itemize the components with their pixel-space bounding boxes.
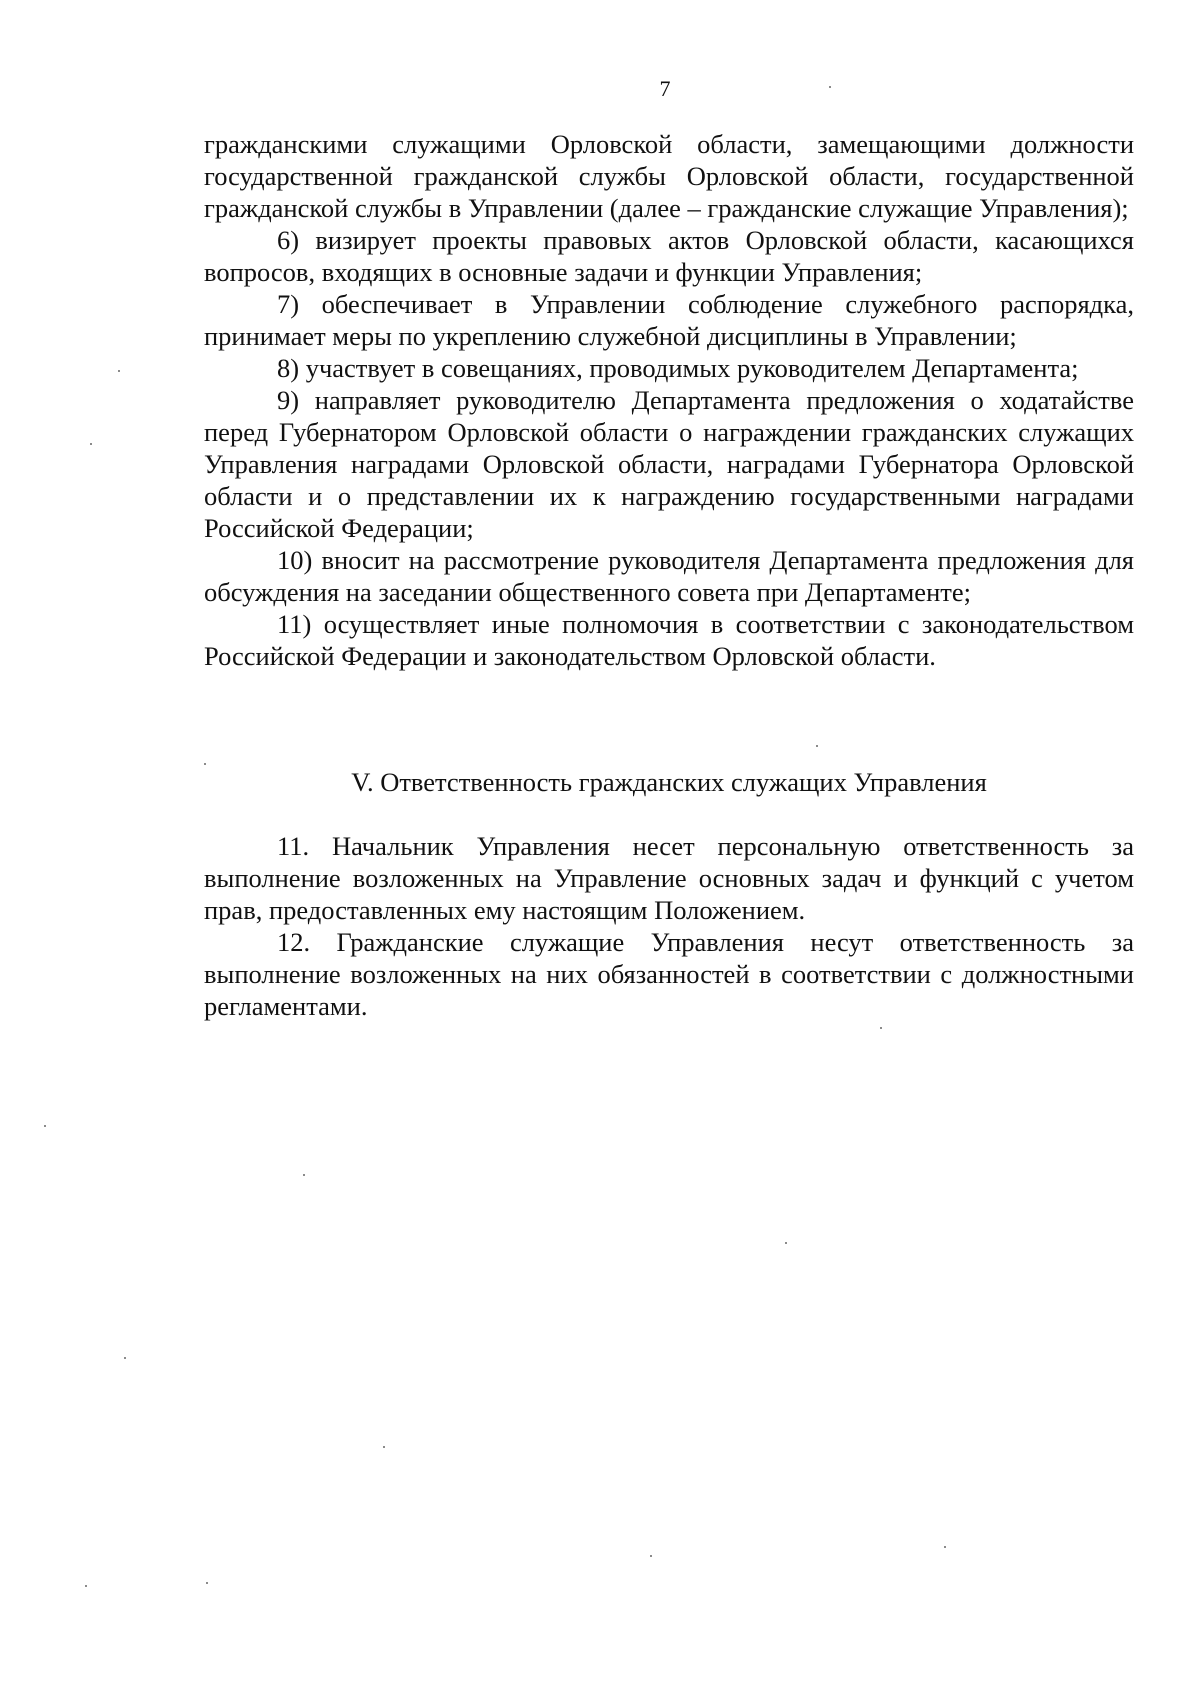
bottom-text-block (204, 830, 1134, 1022)
scan-speck (118, 370, 120, 372)
paragraph-item-10: 10) вносит на рассмотрение руководителя Департамента предложения для обсуждения на заседании общественного совета при Департаменте; (204, 545, 1134, 607)
scan-speck (816, 745, 818, 747)
scan-speck (206, 1582, 208, 1584)
paragraph-continuation: гражданскими служащими Орловской области, замещающими должности государственной гражданской службы Орловской области, государственной гражданской службы в Управлении (далее – гражданские служащие Управления); (204, 129, 1134, 223)
paragraph-item-11: 11) осуществляет иные полномочия в соответствии с законодательством Российской Федерации и законодательством Орловской области. (204, 609, 1134, 671)
scan-speck (44, 1125, 46, 1127)
scan-speck (650, 1555, 652, 1557)
paragraph-item-7: 7) обеспечивает в Управлении соблюдение служебного распорядка, принимает меры по укреплению служебной дисциплины в Управлении; (204, 289, 1134, 351)
scan-speck (90, 443, 92, 445)
scan-speck (204, 763, 206, 765)
section-heading: V. Ответственность гражданских служащих Управления (351, 767, 987, 797)
paragraph-item-8: 8) участвует в совещаниях, проводимых руководителем Департамента; (277, 353, 1079, 383)
paragraph-item-9: 9) направляет руководителю Департамента предложения о ходатайстве перед Губернатором Орловской области о награждении гражданских служащих Управления наградами Орловской области, наградами Губернатора Орловской области и о представлении их к награждению государственными наградами Российской Федерации; (204, 385, 1134, 543)
paragraph-clause-11: 11. Начальник Управления несет персональную ответственность за выполнение возложенных на Управление основных задач и функций с учетом прав, предоставленных ему настоящим Положением. (204, 831, 1134, 925)
scan-speck (944, 1546, 946, 1548)
paragraph-clause-12: 12. Гражданские служащие Управления несут ответственность за выполнение возложенных на них обязанностей в соответствии с должностными регламентами. (204, 927, 1134, 1021)
paragraph-item-6: 6) визирует проекты правовых актов Орловской области, касающихся вопросов, входящих в основные задачи и функции Управления; (204, 225, 1134, 287)
scan-speck (383, 1446, 385, 1448)
scan-speck (880, 1027, 882, 1029)
top-text-block (204, 128, 1134, 672)
page-number: 7 (659, 76, 671, 101)
scan-speck (85, 1585, 87, 1587)
scan-speck (829, 86, 831, 88)
scan-speck (303, 1174, 305, 1176)
scan-speck (785, 1242, 787, 1244)
scan-speck (124, 1357, 126, 1359)
